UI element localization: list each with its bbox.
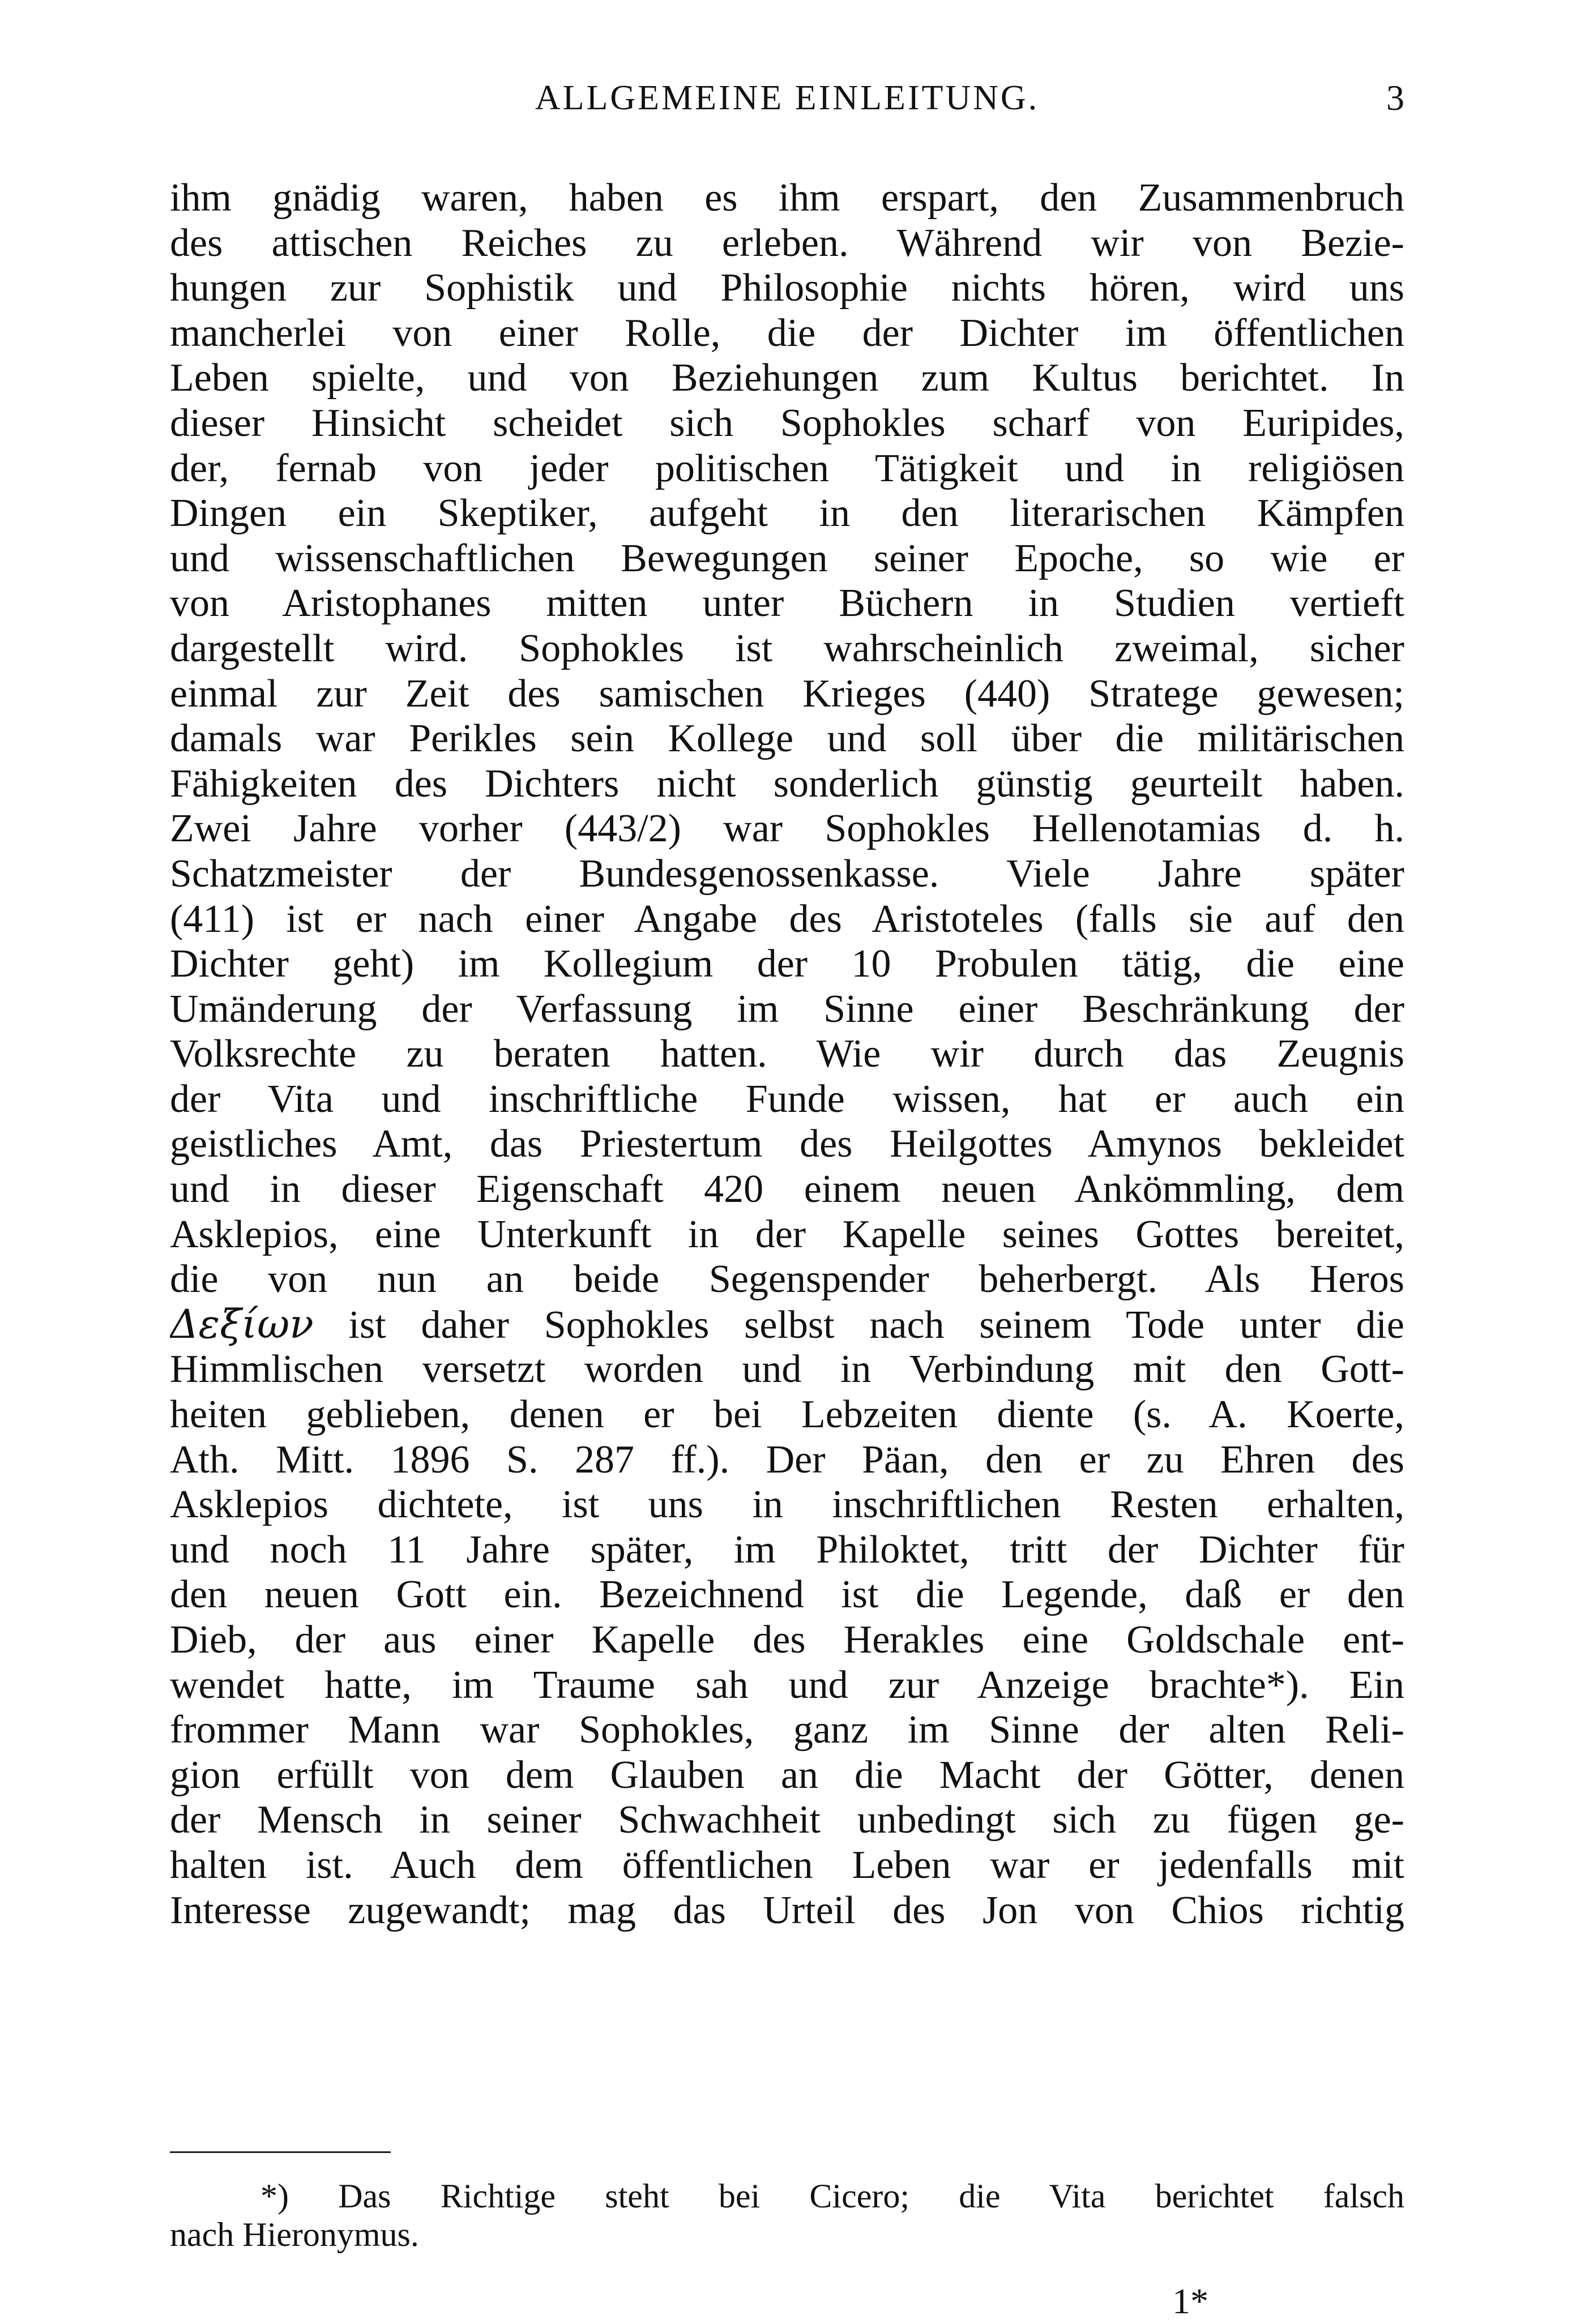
text-line: (411) ist er nach einer Angabe des Aristoteles (falls sie auf den bbox=[170, 897, 1404, 941]
text-line: Himmlischen versetzt worden und in Verbindung mit den Gott- bbox=[170, 1347, 1404, 1392]
text-line: Schatzmeister der Bundesgenossenkasse. Viele Jahre später bbox=[170, 851, 1404, 896]
text-line: Dingen ein Skeptiker, aufgeht in den literarischen Kämpfen bbox=[170, 491, 1404, 536]
book-page bbox=[170, 62, 1404, 2321]
text-line: gion erfüllt von dem Glauben an die Macht der Götter, denen bbox=[170, 1753, 1404, 1797]
text-line: und in dieser Eigenschaft 420 einem neuen Ankömmling, dem bbox=[170, 1167, 1404, 1212]
text-line: Leben spielte, und von Beziehungen zum Kultus berichtet. In bbox=[170, 356, 1404, 400]
text-line: geistliches Amt, das Priestertum des Heilgottes Amynos bekleidet bbox=[170, 1122, 1404, 1166]
text-line: Fähigkeiten des Dichters nicht sonderlich günstig geurteilt haben. bbox=[170, 761, 1404, 806]
text-line: Dieb, der aus einer Kapelle des Herakles eine Goldschale ent- bbox=[170, 1618, 1404, 1662]
text-line: Volksrechte zu beraten hatten. Wie wir durch das Zeugnis bbox=[170, 1032, 1404, 1076]
text-line: Asklepios, eine Unterkunft in der Kapelle seines Gottes bereitet, bbox=[170, 1212, 1404, 1256]
text-line: ihm gnädig waren, haben es ihm erspart, den Zusammenbruch bbox=[170, 176, 1404, 220]
text-line: von Aristophanes mitten unter Büchern in Studien vertieft bbox=[170, 581, 1404, 626]
text-line: dieser Hinsicht scheidet sich Sophokles scharf von Euripides, bbox=[170, 401, 1404, 445]
text-line: Zwei Jahre vorher (443/2) war Sophokles Hellenotamias d. h. bbox=[170, 807, 1404, 851]
text-line: einmal zur Zeit des samischen Krieges (440) Stratege gewesen; bbox=[170, 671, 1404, 716]
text-line-greek bbox=[170, 1302, 1404, 1347]
text-line-rest: ist daher Sophokles selbst nach seinem Tode unter die bbox=[313, 1303, 1404, 1347]
running-head-title: ALLGEMEINE EINLEITUNG. bbox=[535, 79, 1040, 117]
text-line: frommer Mann war Sophokles, ganz im Sinne der alten Reli- bbox=[170, 1708, 1404, 1752]
text-line: die von nun an beide Segenspender beherbergt. Als Heros bbox=[170, 1257, 1404, 1302]
page-number: 3 bbox=[1386, 78, 1404, 118]
text-line: Dichter geht) im Kollegium der 10 Probulen tätig, die eine bbox=[170, 942, 1404, 986]
footnote bbox=[170, 2177, 1404, 2254]
text-line: hungen zur Sophistik und Philosophie nichts hören, wird uns bbox=[170, 266, 1404, 310]
text-line: dargestellt wird. Sophokles ist wahrscheinlich zweimal, sicher bbox=[170, 626, 1404, 670]
text-line: und wissenschaftlichen Bewegungen seiner Epoche, so wie er bbox=[170, 536, 1404, 580]
text-line: Umänderung der Verfassung im Sinne einer Beschränkung der bbox=[170, 987, 1404, 1031]
text-line: damals war Perikles sein Kollege und soll über die militärischen bbox=[170, 717, 1404, 761]
text-line: mancherlei von einer Rolle, die der Dichter im öffentlichen bbox=[170, 311, 1404, 355]
footnote-line: nach Hieronymus. bbox=[170, 2216, 419, 2253]
text-line: halten ist. Auch dem öffentlichen Leben war er jedenfalls mit bbox=[170, 1843, 1404, 1887]
body-text bbox=[170, 176, 1404, 1933]
text-line: heiten geblieben, denen er bei Lebzeiten diente (s. A. Koerte, bbox=[170, 1393, 1404, 1437]
greek-word: Δεξίων bbox=[170, 1302, 314, 1347]
text-line: Asklepios dichtete, ist uns in inschriftlichen Resten erhalten, bbox=[170, 1483, 1404, 1527]
text-line: und noch 11 Jahre später, im Philoktet, tritt der Dichter für bbox=[170, 1527, 1404, 1572]
text-line: der Vita und inschriftliche Funde wissen, hat er auch ein bbox=[170, 1077, 1404, 1121]
footnote-line: *) Das Richtige steht bei Cicero; die Vita berichtet falsch bbox=[260, 2177, 1404, 2215]
text-line: des attischen Reiches zu erleben. Während wir von Bezie- bbox=[170, 221, 1404, 265]
printer-signature-mark: 1* bbox=[1172, 2281, 1208, 2321]
text-line: der, fernab von jeder politischen Tätigkeit und in religiösen bbox=[170, 446, 1404, 490]
footnote-divider bbox=[170, 2151, 391, 2153]
text-line: wendet hatte, im Traume sah und zur Anzeige brachte*). Ein bbox=[170, 1663, 1404, 1707]
text-line: der Mensch in seiner Schwachheit unbedingt sich zu fügen ge- bbox=[170, 1798, 1404, 1842]
text-line: Interesse zugewandt; mag das Urteil des Jon von Chios richtig bbox=[170, 1888, 1404, 1932]
running-head bbox=[170, 72, 1404, 123]
text-line: den neuen Gott ein. Bezeichnend ist die Legende, daß er den bbox=[170, 1573, 1404, 1617]
text-line: Ath. Mitt. 1896 S. 287 ff.). Der Päan, den er zu Ehren des bbox=[170, 1437, 1404, 1482]
